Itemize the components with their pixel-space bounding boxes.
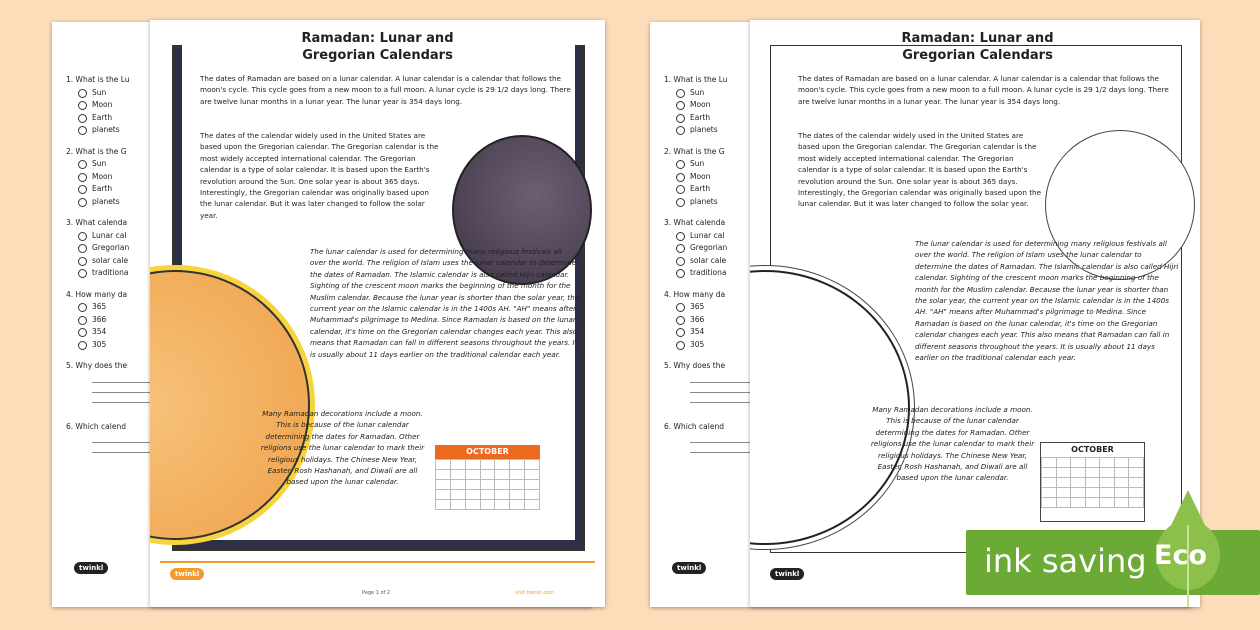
radio-option[interactable]: Gregorian xyxy=(66,242,172,255)
paragraph-2: The dates of the calendar widely used in the United States are based upon the Gregorian calendar. The Gregorian calendar is the most widely accepted international calendar. The Gregorian calendar is a type of solar calendar. It is based upon the Earth's revolution around the Sun. One solar year is about 365 days. Interestingly, the Gregorian calendar was originally based upon the lunar calendar. But it was later changed to follow the solar year. xyxy=(798,131,1042,209)
radio-option[interactable]: Sun xyxy=(66,87,172,100)
calendar-month: OCTOBER xyxy=(1041,443,1144,457)
calendar-month: OCTOBER xyxy=(435,445,540,459)
reading-page-colour xyxy=(150,20,605,607)
radio-option[interactable]: traditiona xyxy=(66,267,172,280)
radio-option[interactable]: Moon xyxy=(66,99,172,112)
leaf-icon xyxy=(1150,490,1222,595)
radio-option[interactable]: 354 xyxy=(664,326,770,339)
radio-option[interactable]: Sun xyxy=(66,158,172,171)
paragraph-4: Many Ramadan decorations include a moon. This is because of the lunar calendar determining the dates for Ramadan. Other religions use the lunar calendar to mark their religious holidays. The Chinese New Year, Easter, Rosh Hashanah, and Diwali are all based upon the lunar calendar. xyxy=(870,405,1035,483)
eco-label: Eco xyxy=(1154,540,1207,571)
radio-option[interactable]: planets xyxy=(66,196,172,209)
radio-option[interactable]: Moon xyxy=(66,171,172,184)
radio-option[interactable]: Lunar cal xyxy=(66,230,172,243)
question: 5. Why does the xyxy=(664,361,726,370)
question: 4. How many da xyxy=(664,289,726,299)
page-title: Ramadan: Lunar and Gregorian Calendars xyxy=(901,31,1054,63)
radio-option[interactable]: Earth xyxy=(66,112,172,125)
twinkl-logo: twinkl xyxy=(672,562,706,574)
radio-option[interactable]: planets xyxy=(66,124,172,137)
radio-option[interactable]: Moon xyxy=(664,99,770,112)
paragraph-3: The lunar calendar is used for determining many religious festivals all over the world. The religion of Islam uses the lunar calendar to determine the dates of Ramadan. The Islamic calendar is also called Hijri calendar. Sighting of the crescent moon marks the beginning of the month for the Muslim calendar. Because the lunar year is shorter than the solar year, the current year on the Islamic calendar is in the 1400s AH. "AH" means after Muhammad's pilgrimage to Medina. Since Ramadan is based on the lunar calendar, it's time on the Gregorian calendar changes each year. This also means that Ramadan can fall in different seasons throughout the years. It is usually about 11 days earlier on the traditional calendar each year. xyxy=(310,247,580,359)
radio-option[interactable]: 366 xyxy=(66,314,172,327)
page-number: Page 1 of 2 xyxy=(362,590,391,596)
radio-option[interactable]: Lunar cal xyxy=(664,230,770,243)
radio-option[interactable]: planets xyxy=(664,124,770,137)
radio-option[interactable]: Earth xyxy=(664,112,770,125)
twinkl-logo: twinkl xyxy=(170,568,204,580)
site-link[interactable]: visit twinkl.com xyxy=(515,590,555,596)
page-title: Ramadan: Lunar and Gregorian Calendars xyxy=(301,31,454,63)
footer-rule xyxy=(160,561,595,563)
radio-option[interactable]: 305 xyxy=(664,339,770,352)
question: 6. Which calend xyxy=(66,421,126,431)
question: 5. Why does the xyxy=(66,361,128,370)
paragraph-3: The lunar calendar is used for determining many religious festivals all over the world. The religion of Islam uses the lunar calendar to determine the dates of Ramadan. The Islamic calendar is also called Hijri calendar. Sighting of the crescent moon marks the beginning of the month for the Muslim calendar. Because the lunar year is shorter than the solar year, the current year on the Islamic calendar is in the 1400s AH. "AH" means after Muhammad's pilgrimage to Medina. Since Ramadan is based on the lunar calendar, it's time on the Gregorian calendar changes each year. This also means that Ramadan can fall in different seasons throughout the years. It is usually about 11 days earlier on the traditional calendar each year. xyxy=(915,239,1179,363)
ink-saving-label: ink saving xyxy=(984,542,1147,580)
paragraph-1: The dates of Ramadan are based on a lunar calendar. A lunar calendar is a calendar that follows the moon's cycle. This cycle goes from a new moon to a full moon. A lunar cycle is 29 1/2 days long. There are twelve lunar months in a lunar year. The lunar year is 354 days long. xyxy=(798,74,1169,106)
radio-option[interactable]: Sun xyxy=(664,158,770,171)
radio-option[interactable]: Sun xyxy=(664,87,770,100)
radio-option[interactable]: solar cale xyxy=(66,255,172,268)
question: 3. What calenda xyxy=(66,218,128,227)
radio-option[interactable]: Earth xyxy=(66,183,172,196)
question: 1. What is the Lu xyxy=(66,75,130,84)
question: 4. How many da xyxy=(66,289,128,299)
radio-option[interactable]: 366 xyxy=(664,314,770,327)
question: 1. What is the Lu xyxy=(664,75,728,84)
calendar-outline xyxy=(1040,442,1145,522)
radio-option[interactable]: Moon xyxy=(664,171,770,184)
question: 3. What calenda xyxy=(664,218,726,227)
twinkl-logo: twinkl xyxy=(770,568,804,580)
radio-option[interactable]: Gregorian xyxy=(664,242,770,255)
radio-option[interactable]: 365 xyxy=(66,301,172,314)
paragraph-4: Many Ramadan decorations include a moon. This is because of the lunar calendar determining the dates for Ramadan. Other religions use the lunar calendar to mark their religious holidays. The Chinese New Year, Easter, Rosh Hashanah, and Diwali are all based upon the lunar calendar. xyxy=(260,409,425,487)
question: 2. What is the G xyxy=(664,146,725,156)
radio-option[interactable]: Earth xyxy=(664,183,770,196)
twinkl-logo: twinkl xyxy=(74,562,108,574)
calendar-image xyxy=(435,445,540,525)
radio-option[interactable]: solar cale xyxy=(664,255,770,268)
reading-page-eco xyxy=(750,20,1200,607)
radio-option[interactable]: 305 xyxy=(66,339,172,352)
radio-option[interactable]: 354 xyxy=(66,326,172,339)
question: 6. Which calend xyxy=(664,421,724,431)
radio-option[interactable]: traditiona xyxy=(664,267,770,280)
paragraph-2: The dates of the calendar widely used in the United States are based upon the Gregorian calendar. The Gregorian calendar is the most widely accepted international calendar. The Gregorian calendar is a type of solar calendar. It is based upon the Earth's revolution around the Sun. One solar year is about 365 days. Interestingly, the Gregorian calendar was originally based upon the lunar calendar. But it was later changed to follow the solar year. xyxy=(200,131,439,220)
question: 2. What is the G xyxy=(66,146,127,156)
radio-option[interactable]: 365 xyxy=(664,301,770,314)
radio-option[interactable]: planets xyxy=(664,196,770,209)
paragraph-1: The dates of Ramadan are based on a lunar calendar. A lunar calendar is a calendar that follows the moon's cycle. This cycle goes from a new moon to a full moon. A lunar cycle is 29 1/2 days long. There are twelve lunar months in a lunar year. The lunar year is 354 days long. xyxy=(200,74,571,106)
